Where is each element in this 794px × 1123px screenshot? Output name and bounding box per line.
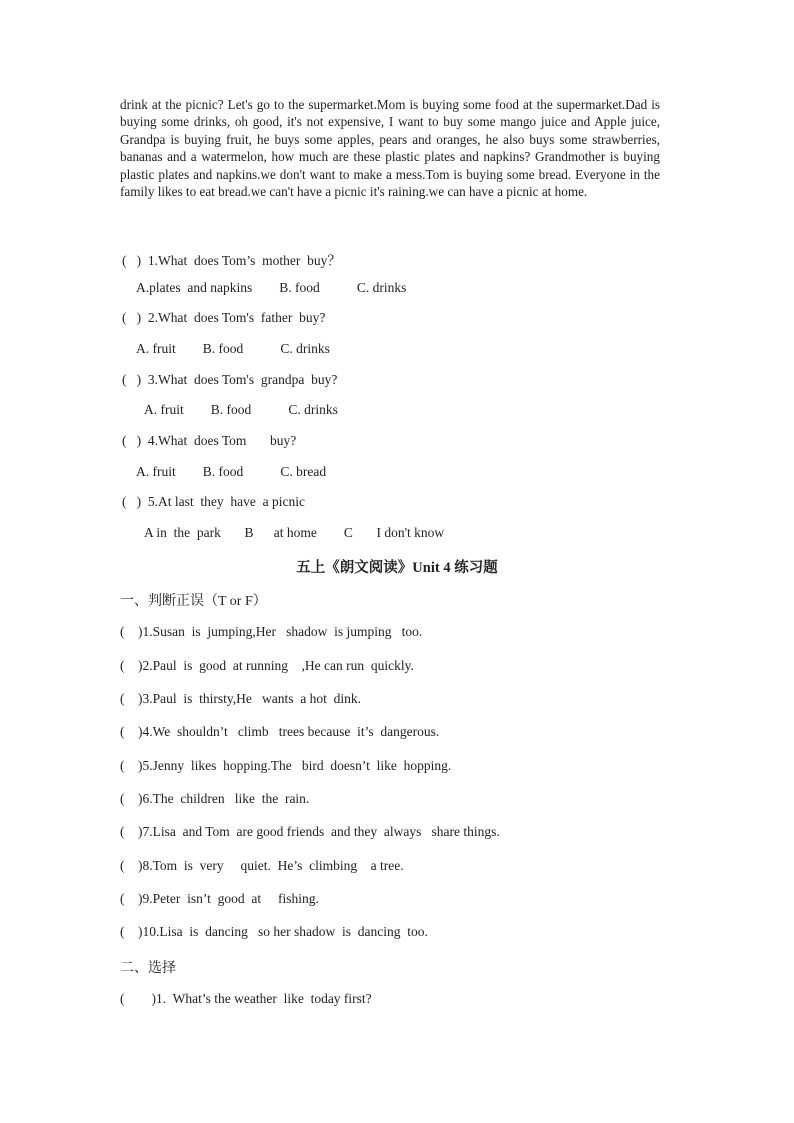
tf-item-9: ( )9.Peter isn’t good at fishing. [120,891,319,906]
question-3: ( ) 3.What does Tom's grandpa buy? [122,372,338,387]
tf-item-5: ( )5.Jenny likes hopping.The bird doesn’t like hopping. [120,758,452,773]
question-1: ( ) 1.What does Tom’s mother buy？ [122,253,341,268]
question-4-options: A. fruit B. food C. bread [136,464,327,479]
section-2-heading: 二、选择 [120,961,176,976]
tf-item-2: ( )2.Paul is good at running ,He can run quickly. [120,658,414,673]
tf-item-10: ( )10.Lisa is dancing so her shadow is dancing too. [120,924,428,939]
choice-item-1: ( )1. What’s the weather like today first? [120,991,372,1006]
question-2: ( ) 2.What does Tom's father buy? [122,310,326,325]
page-title: 五上《朗文阅读》Unit 4 练习题 [296,560,498,576]
tf-item-7: ( )7.Lisa and Tom are good friends and they always share things. [120,824,500,839]
question-5-options: A in the park B at home C I don't know [144,525,445,540]
section-1-heading: 一、判断正误（T or F） [120,594,267,609]
reading-passage: drink at the picnic? Let's go to the supermarket.Mom is buying some food at the supermarket.Dad is buying some drinks, oh good, it's not expensive, I want to buy some mango juice and Apple juice, Grandpa is buying fruit, he buys some apples, pears and oranges, he also buys some strawberries, bananas and a watermelon, how much are these plastic plates and napkins? Grandmother is buying plastic plates and napkins.we don't want to make a mess.Tom is buying some bread. Everyone in the family likes to eat bread.we can't have a picnic it's raining.we can have a picnic at home. [120,97,660,200]
tf-item-6: ( )6.The children like the rain. [120,791,310,806]
tf-item-1: ( )1.Susan is jumping,Her shadow is jumping too. [120,624,423,639]
tf-item-4: ( )4.We shouldn’t climb trees because it’s dangerous. [120,724,440,739]
question-4: ( ) 4.What does Tom buy? [122,433,297,448]
question-3-options: A. fruit B. food C. drinks [144,402,338,417]
question-1-options: A.plates and napkins B. food C. drinks [136,280,407,295]
question-5: ( ) 5.At last they have a picnic [122,494,305,509]
tf-item-8: ( )8.Tom is very quiet. He’s climbing a tree. [120,858,404,873]
tf-item-3: ( )3.Paul is thirsty,He wants a hot dink. [120,691,361,706]
question-2-options: A. fruit B. food C. drinks [136,341,330,356]
